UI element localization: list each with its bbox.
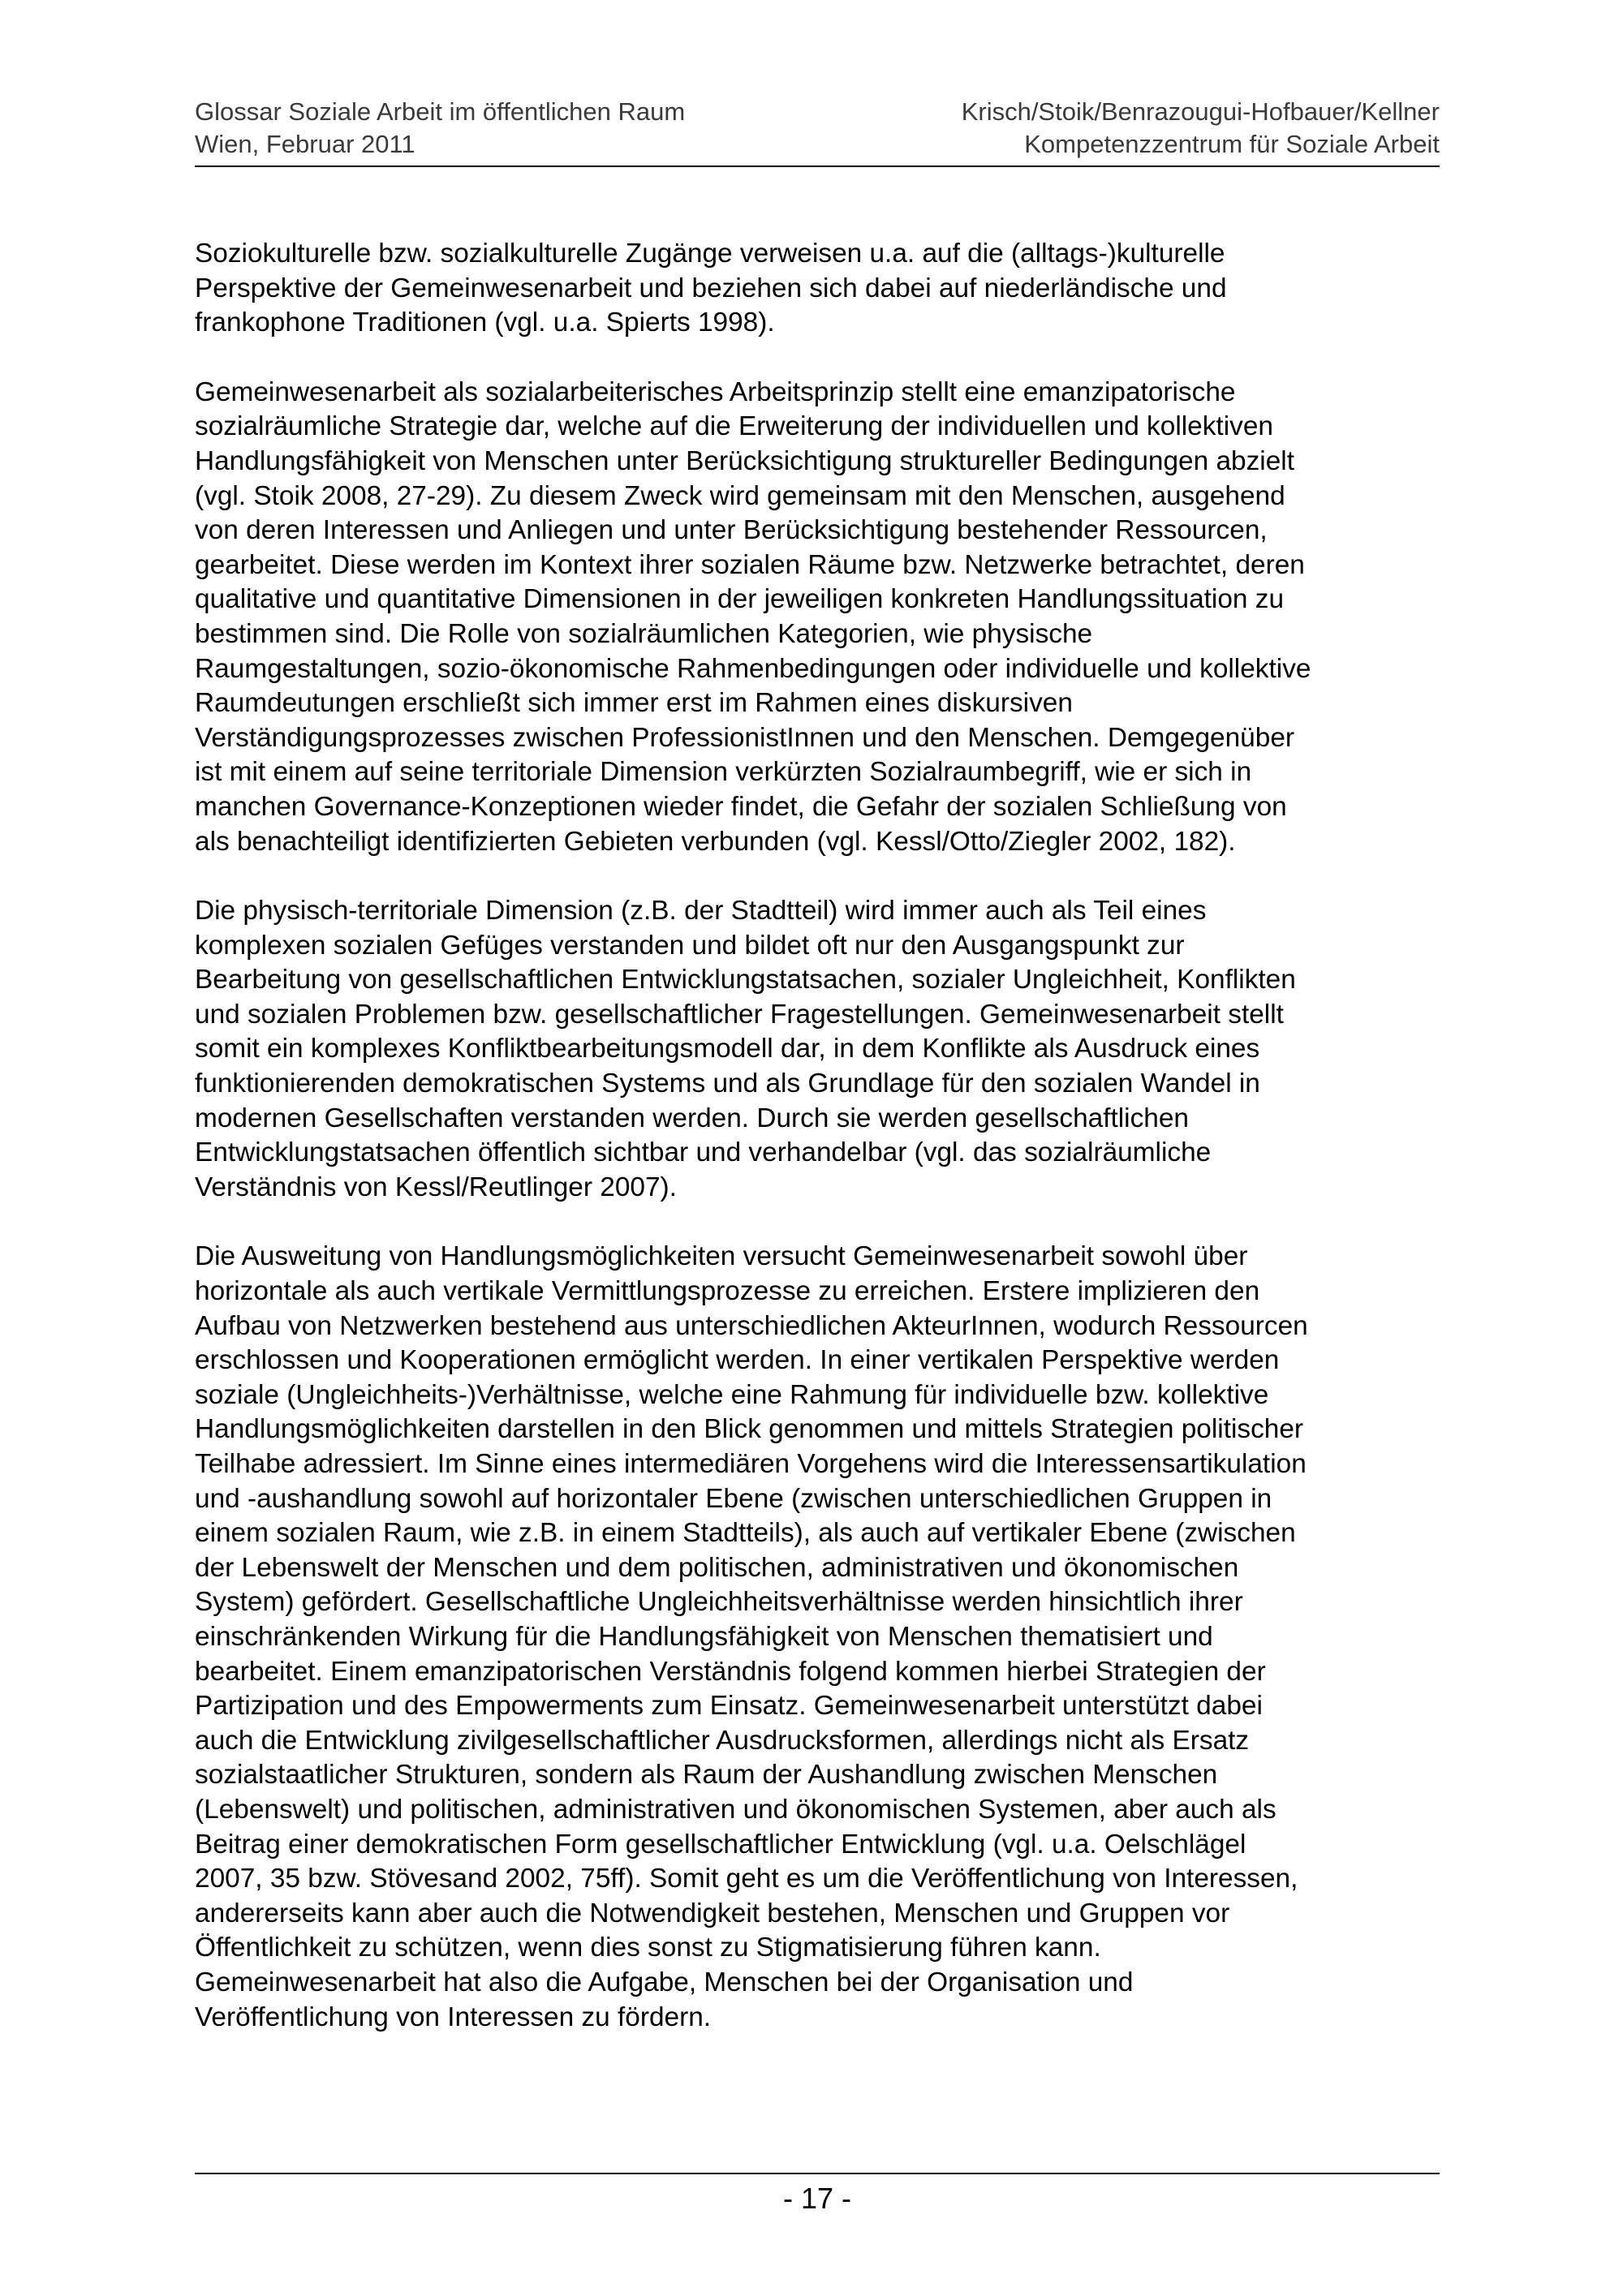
page-header bbox=[195, 96, 1440, 167]
text-line: Perspektive der Gemeinwesenarbeit und beziehen sich dabei auf niederländische und bbox=[195, 273, 1227, 303]
paragraph-4 bbox=[195, 1240, 1440, 2035]
text-line: Veröffentlichung von Interessen zu fördern. bbox=[195, 2001, 712, 2032]
text-line: Beitrag einer demokratischen Form gesellschaftlicher Entwicklung (vgl. u.a. Oelschlägel bbox=[195, 1829, 1246, 1860]
text-line: der Lebenswelt der Menschen und dem politischen, administrativen und ökonomischen bbox=[195, 1552, 1239, 1583]
text-line: Raumgestaltungen, sozio-ökonomische Rahmenbedingungen oder individuelle und kollektive bbox=[195, 653, 1311, 684]
page-number: - 17 - bbox=[782, 2182, 852, 2215]
paragraph-3 bbox=[195, 894, 1440, 1205]
text-line: und sozialen Problemen bzw. gesellschaftlicher Fragestellungen. Gemeinwesenarbeit stellt bbox=[195, 999, 1284, 1030]
document-authors: Krisch/Stoik/Benrazougui-Hofbauer/Kellner bbox=[961, 97, 1440, 126]
text-line: ist mit einem auf seine territoriale Dimension verkürzten Sozialraumbegriff, wie er sich in bbox=[195, 757, 1252, 788]
document-date: Wien, Februar 2011 bbox=[195, 130, 415, 158]
text-line: bearbeitet. Einem emanzipatorischen Verständnis folgend kommen hierbei Strategien der bbox=[195, 1656, 1266, 1687]
text-line: von deren Interessen und Anliegen und unter Berücksichtigung bestehender Ressourcen, bbox=[195, 515, 1268, 546]
text-line: komplexen sozialen Gefüges verstanden und bildet oft nur den Ausgangspunkt zur bbox=[195, 930, 1185, 961]
text-line: Entwicklungstatsachen öffentlich sichtbar und verhandelbar (vgl. das sozialräumliche bbox=[195, 1137, 1212, 1168]
text-line: Gemeinwesenarbeit als sozialarbeiterisches Arbeitsprinzip stellt eine emanzipatorische bbox=[195, 376, 1236, 407]
header-right bbox=[962, 96, 1440, 161]
text-line: erschlossen und Kooperationen ermöglicht werden. In einer vertikalen Perspektive werden bbox=[195, 1345, 1280, 1376]
page-body bbox=[195, 237, 1440, 2070]
page-footer bbox=[195, 2173, 1440, 2216]
text-line: einem sozialen Raum, wie z.B. in einem Stadtteils), als auch auf vertikaler Ebene (zwischen bbox=[195, 1518, 1296, 1549]
text-line: sozialräumliche Strategie dar, welche auf die Erweiterung der individuellen und kollektiven bbox=[195, 411, 1273, 442]
text-line: Öffentlichkeit zu schützen, wenn dies sonst zu Stigmatisierung führen kann. bbox=[195, 1933, 1101, 1963]
text-line: Verständigungsprozesses zwischen ProfessionistInnen und den Menschen. Demgegenüber bbox=[195, 722, 1295, 753]
text-line: modernen Gesellschaften verstanden werden. Durch sie werden gesellschaftlichen bbox=[195, 1103, 1190, 1133]
text-line: 2007, 35 bzw. Stövesand 2002, 75ff). Somit geht es um die Veröffentlichung von Interessen, bbox=[195, 1864, 1298, 1894]
text-line: Aufbau von Netzwerken bestehend aus unterschiedlichen AkteurInnen, wodurch Ressourcen bbox=[195, 1310, 1308, 1341]
paragraph-1 bbox=[195, 237, 1440, 341]
text-line: sozialstaatlicher Strukturen, sondern als Raum der Aushandlung zwischen Menschen bbox=[195, 1760, 1218, 1791]
text-line: gearbeitet. Diese werden im Kontext ihrer sozialen Räume bzw. Netzwerke betrachtet, deren bbox=[195, 549, 1305, 580]
text-line: bestimmen sind. Die Rolle von sozialräumlichen Kategorien, wie physische bbox=[195, 618, 1093, 649]
text-line: somit ein komplexes Konfliktbearbeitungsmodell dar, in dem Konflikte als Ausdruck eines bbox=[195, 1034, 1260, 1064]
text-line: qualitative und quantitative Dimensionen in der jeweiligen konkreten Handlungssituation zu bbox=[195, 584, 1285, 615]
text-line: System) gefördert. Gesellschaftliche Ungleichheitsverhältnisse werden hinsichtlich ihrer bbox=[195, 1587, 1243, 1618]
text-line: als benachteiligt identifizierten Gebieten verbunden (vgl. Kessl/Otto/Ziegler 2002, 182). bbox=[195, 826, 1236, 857]
text-line: Die Ausweitung von Handlungsmöglichkeiten versucht Gemeinwesenarbeit sowohl über bbox=[195, 1241, 1248, 1272]
text-line: auch die Entwicklung zivilgesellschaftlicher Ausdrucksformen, allerdings nicht als Ersatz bbox=[195, 1725, 1250, 1756]
text-line: Teilhabe adressiert. Im Sinne eines intermediären Vorgehens wird die Interessensartikulation bbox=[195, 1449, 1307, 1479]
text-line: Die physisch-territoriale Dimension (z.B. der Stadtteil) wird immer auch als Teil eines bbox=[195, 896, 1207, 927]
document-title: Glossar Soziale Arbeit im öffentlichen Raum bbox=[195, 97, 686, 126]
paragraph-2 bbox=[195, 376, 1440, 859]
text-line: Handlungsmöglichkeiten darstellen in den Blick genommen und mittels Strategien politischer bbox=[195, 1414, 1304, 1445]
text-line: Verständnis von Kessl/Reutlinger 2007). bbox=[195, 1172, 677, 1202]
document-institution: Kompetenzzentrum für Soziale Arbeit bbox=[1024, 130, 1440, 158]
text-line: manchen Governance-Konzeptionen wieder findet, die Gefahr der sozialen Schließung von bbox=[195, 791, 1287, 822]
text-line: Gemeinwesenarbeit hat also die Aufgabe, Menschen bei der Organisation und bbox=[195, 1967, 1134, 1997]
text-line: Raumdeutungen erschließt sich immer erst im Rahmen eines diskursiven bbox=[195, 688, 1073, 719]
text-line: und -aushandlung sowohl auf horizontaler Ebene (zwischen unterschiedlichen Gruppen in bbox=[195, 1483, 1272, 1514]
text-line: frankophone Traditionen (vgl. u.a. Spierts 1998). bbox=[195, 307, 775, 338]
text-line: horizontale als auch vertikale Vermittlungsprozesse zu erreichen. Erstere implizieren den bbox=[195, 1276, 1260, 1307]
text-line: (Lebenswelt) und politischen, administrativen und ökonomischen Systemen, aber auch als bbox=[195, 1794, 1276, 1825]
text-line: soziale (Ungleichheits-)Verhältnisse, welche eine Rahmung für individuelle bzw. kollektive bbox=[195, 1379, 1269, 1410]
text-line: Bearbeitung von gesellschaftlichen Entwicklungstatsachen, sozialer Ungleichheit, Konflikten bbox=[195, 965, 1296, 995]
text-line: einschränkenden Wirkung für die Handlungsfähigkeit von Menschen thematisiert und bbox=[195, 1621, 1213, 1652]
text-line: (vgl. Stoik 2008, 27-29). Zu diesem Zweck wird gemeinsam mit den Menschen, ausgehend bbox=[195, 480, 1285, 511]
text-line: Partizipation und des Empowerments zum Einsatz. Gemeinwesenarbeit unterstützt dabei bbox=[195, 1691, 1263, 1722]
header-left bbox=[195, 96, 685, 161]
text-line: andererseits kann aber auch die Notwendigkeit bestehen, Menschen und Gruppen vor bbox=[195, 1898, 1230, 1928]
text-line: funktionierenden demokratischen Systems und als Grundlage für den sozialen Wandel in bbox=[195, 1068, 1260, 1099]
text-line: Handlungsfähigkeit von Menschen unter Berücksichtigung struktureller Bedingungen abzielt bbox=[195, 445, 1294, 476]
text-line: Soziokulturelle bzw. sozialkulturelle Zugänge verweisen u.a. auf die (alltags-)kulturelle bbox=[195, 239, 1225, 269]
